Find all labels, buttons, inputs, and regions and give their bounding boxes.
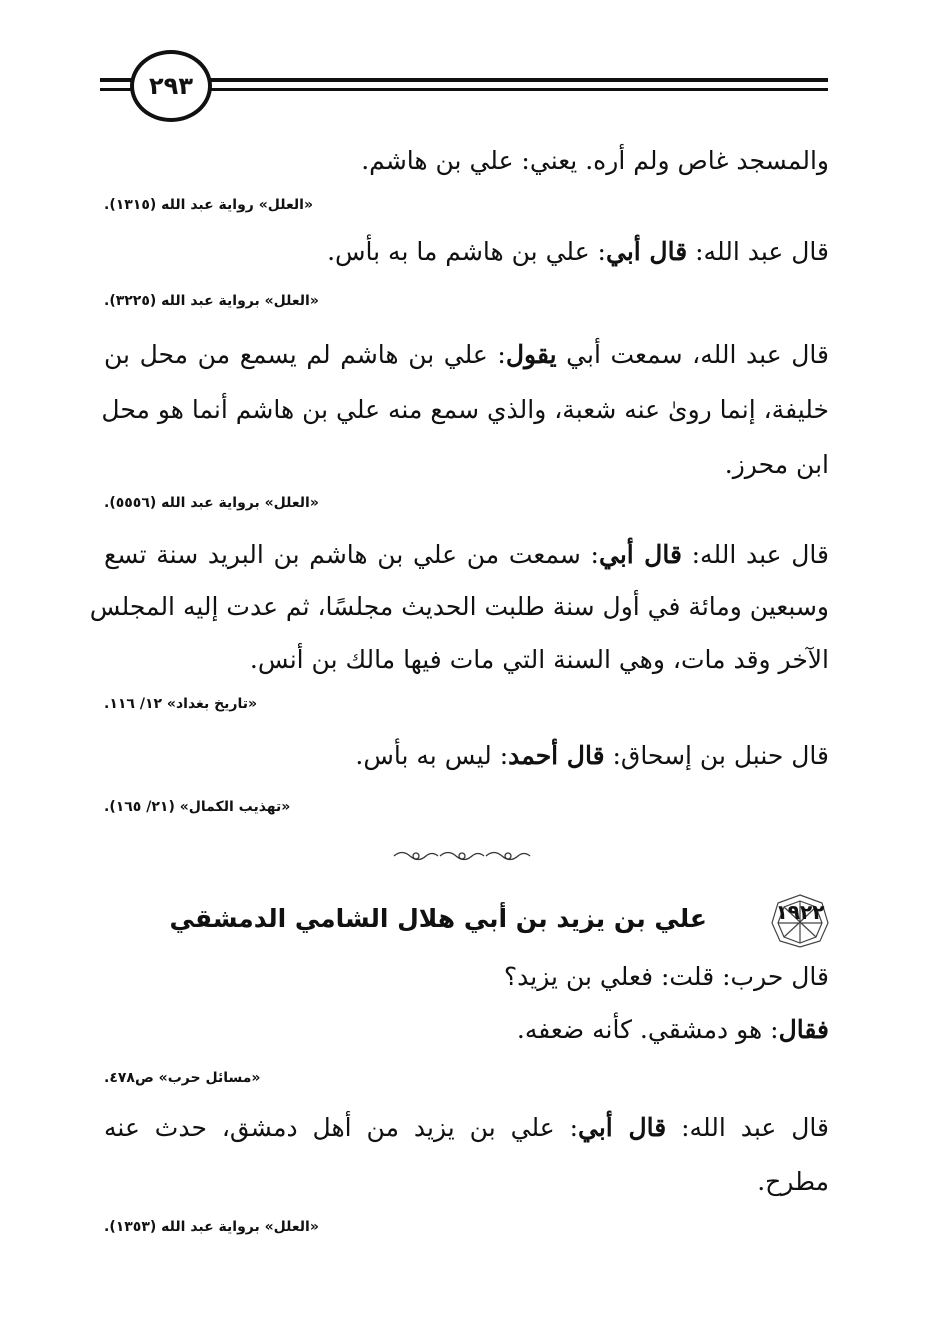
source-citation: «العلل» برواية عبد الله (٣٢٢٥). xyxy=(104,293,319,309)
page-number: ٢٩٣ xyxy=(149,72,193,100)
source-citation: «العلل» برواية عبد الله (١٣٥٣). xyxy=(104,1219,319,1235)
separator-ornament-icon xyxy=(390,846,540,866)
source-citation: «العلل» رواية عبد الله (١٣١٥). xyxy=(104,197,313,213)
text-line: قال عبد الله، سمعت أبي يقول: علي بن هاشم لم يسمع من محل بن xyxy=(104,340,829,369)
source-citation: «العلل» برواية عبد الله (٥٥٥٦). xyxy=(104,495,319,511)
text-line: والمسجد غاص ولم أره. يعني: علي بن هاشم. xyxy=(361,146,829,175)
bold-speaker: قال أبي xyxy=(598,540,682,569)
source-citation: «تاريخ بغداد» ١٢/ ١١٦. xyxy=(104,696,258,712)
text-line: ابن محرز. xyxy=(724,450,829,479)
page-number-badge xyxy=(130,50,212,122)
bold-speaker: فقال xyxy=(778,1015,829,1044)
text-line: مطرح. xyxy=(757,1167,829,1196)
text-line: قال عبد الله: قال أبي: علي بن هاشم ما به بأس. xyxy=(327,237,829,266)
text-line: خليفة، إنما روىٰ عنه شعبة، والذي سمع منه علي بن هاشم أنما هو محل xyxy=(101,395,829,424)
source-citation: «مسائل حرب» ص٤٧٨. xyxy=(104,1070,261,1086)
text-line: فقال: هو دمشقي. كأنه ضعفه. xyxy=(516,1015,829,1044)
text-line: قال حرب: قلت: فعلي بن يزيد؟ xyxy=(503,962,829,991)
text-line: قال حنبل بن إسحاق: قال أحمد: ليس به بأس. xyxy=(355,741,829,770)
text-line: الآخر وقد مات، وهي السنة التي مات فيها مالك بن أنس. xyxy=(249,645,829,674)
bold-speaker: قال أبي xyxy=(578,1113,667,1142)
bold-speaker: قال أبي xyxy=(605,237,688,266)
entry-number: ١٩٢٢ xyxy=(775,900,825,924)
source-citation: «تهذيب الكمال» (٢١/ ١٦٥). xyxy=(104,799,291,815)
entry-title: علي بن يزيد بن أبي هلال الشامي الدمشقي xyxy=(169,904,707,933)
text-line: وسبعين ومائة في أول سنة طلبت الحديث مجلسًا، ثم عدت إليه المجلس xyxy=(89,592,829,621)
text-line: قال عبد الله: قال أبي: سمعت من علي بن هاشم بن البريد سنة تسع xyxy=(104,540,829,569)
bold-speaker: يقول xyxy=(505,340,557,369)
bold-speaker: قال أحمد xyxy=(508,741,605,770)
text-line: قال عبد الله: قال أبي: علي بن يزيد من أهل دمشق، حدث عنه xyxy=(104,1113,829,1142)
